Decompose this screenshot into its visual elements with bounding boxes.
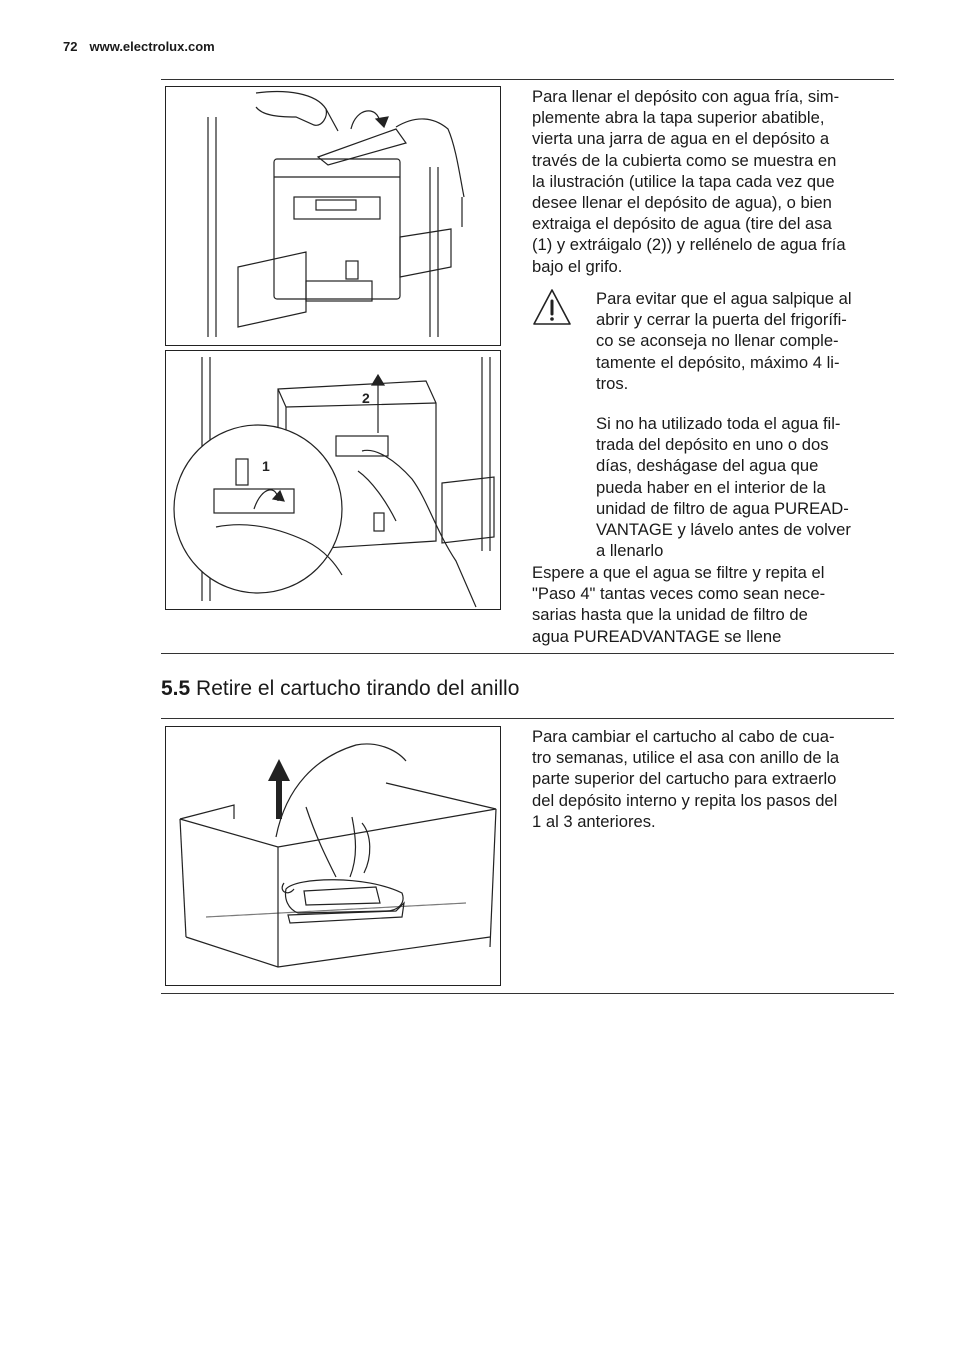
remove-tank-illustration: [166, 351, 500, 609]
text-line: días, deshágase del agua que: [596, 456, 819, 476]
text-line: extraiga el depósito de agua (tire del asa: [532, 214, 832, 234]
fill-tank-illustration: [166, 87, 500, 345]
text-line: unidad de filtro de agua PUREAD-: [596, 498, 849, 518]
text-line: Si no ha utilizado toda el agua fil-: [596, 414, 841, 433]
remove-cartridge-illustration: [166, 727, 500, 985]
warning-icon: [531, 287, 573, 327]
text-line: a llenarlo: [596, 541, 664, 561]
text-line: sarias hasta que la unidad de filtro de: [532, 605, 808, 625]
cartridge-paragraph: [532, 726, 892, 832]
warning-paragraph: [596, 288, 892, 394]
section-title-text: Retire el cartucho tirando del anillo: [196, 677, 520, 700]
note-paragraph: [596, 413, 892, 561]
text-line: desee llenar el depósito de agua), o bien: [532, 193, 832, 213]
text-line: tro semanas, utilice el asa con anillo de la: [532, 748, 840, 768]
text-line: del depósito interno y repita los pasos del: [532, 790, 838, 810]
text-line: través de la cubierta como se muestra en: [532, 150, 837, 170]
text-line: "Paso 4" tantas veces como sean nece-: [532, 584, 826, 604]
text-line: pueda haber en el interior de la: [596, 477, 826, 497]
text-line: vierta una jarra de agua en el depósito a: [532, 129, 830, 149]
figure-remove-cartridge: [165, 726, 501, 986]
section-title: [161, 677, 519, 701]
text-line: Para evitar que el agua salpique al: [596, 289, 852, 308]
text-line: tamente el depósito, máximo 4 li-: [596, 352, 840, 372]
text-line: Espere a que el agua se filtre y repita el: [532, 563, 825, 582]
site-url: www.electrolux.com: [89, 39, 215, 54]
text-line: parte superior del cartucho para extraerlo: [532, 769, 837, 789]
text-line: 1 al 3 anteriores.: [532, 811, 656, 831]
text-line: la ilustración (utilice la tapa cada vez que: [532, 171, 835, 191]
text-line: trada del depósito en uno o dos: [596, 435, 829, 455]
divider-top: [161, 79, 894, 80]
section-number: 5.5: [161, 677, 191, 700]
divider-title: [161, 718, 894, 719]
divider-section-end: [161, 653, 894, 654]
page-number: 72: [63, 39, 78, 54]
text-line: tros.: [596, 373, 629, 393]
page-header: [63, 39, 215, 54]
final-paragraph: [532, 562, 892, 647]
text-line: (1) y extráigalo (2)) y rellénelo de agua fría: [532, 235, 846, 255]
text-line: bajo el grifo.: [532, 256, 623, 276]
label-2: 2: [362, 390, 370, 406]
text-line: Para llenar el depósito con agua fría, sim-: [532, 87, 840, 106]
text-line: agua PUREADVANTAGE se llene: [532, 626, 782, 646]
text-line: Para cambiar el cartucho al cabo de cua-: [532, 727, 835, 746]
figure-fill-tank: [165, 86, 501, 346]
divider-bottom: [161, 993, 894, 994]
text-line: abrir y cerrar la puerta del frigorífi-: [596, 310, 847, 330]
text-line: co se aconseja no llenar comple-: [596, 331, 839, 351]
figure-remove-tank: [165, 350, 501, 610]
intro-paragraph: [532, 86, 892, 277]
label-1: 1: [262, 458, 270, 474]
text-line: VANTAGE y lávelo antes de volver: [596, 520, 851, 540]
text-line: plemente abra la tapa superior abatible,: [532, 108, 825, 128]
